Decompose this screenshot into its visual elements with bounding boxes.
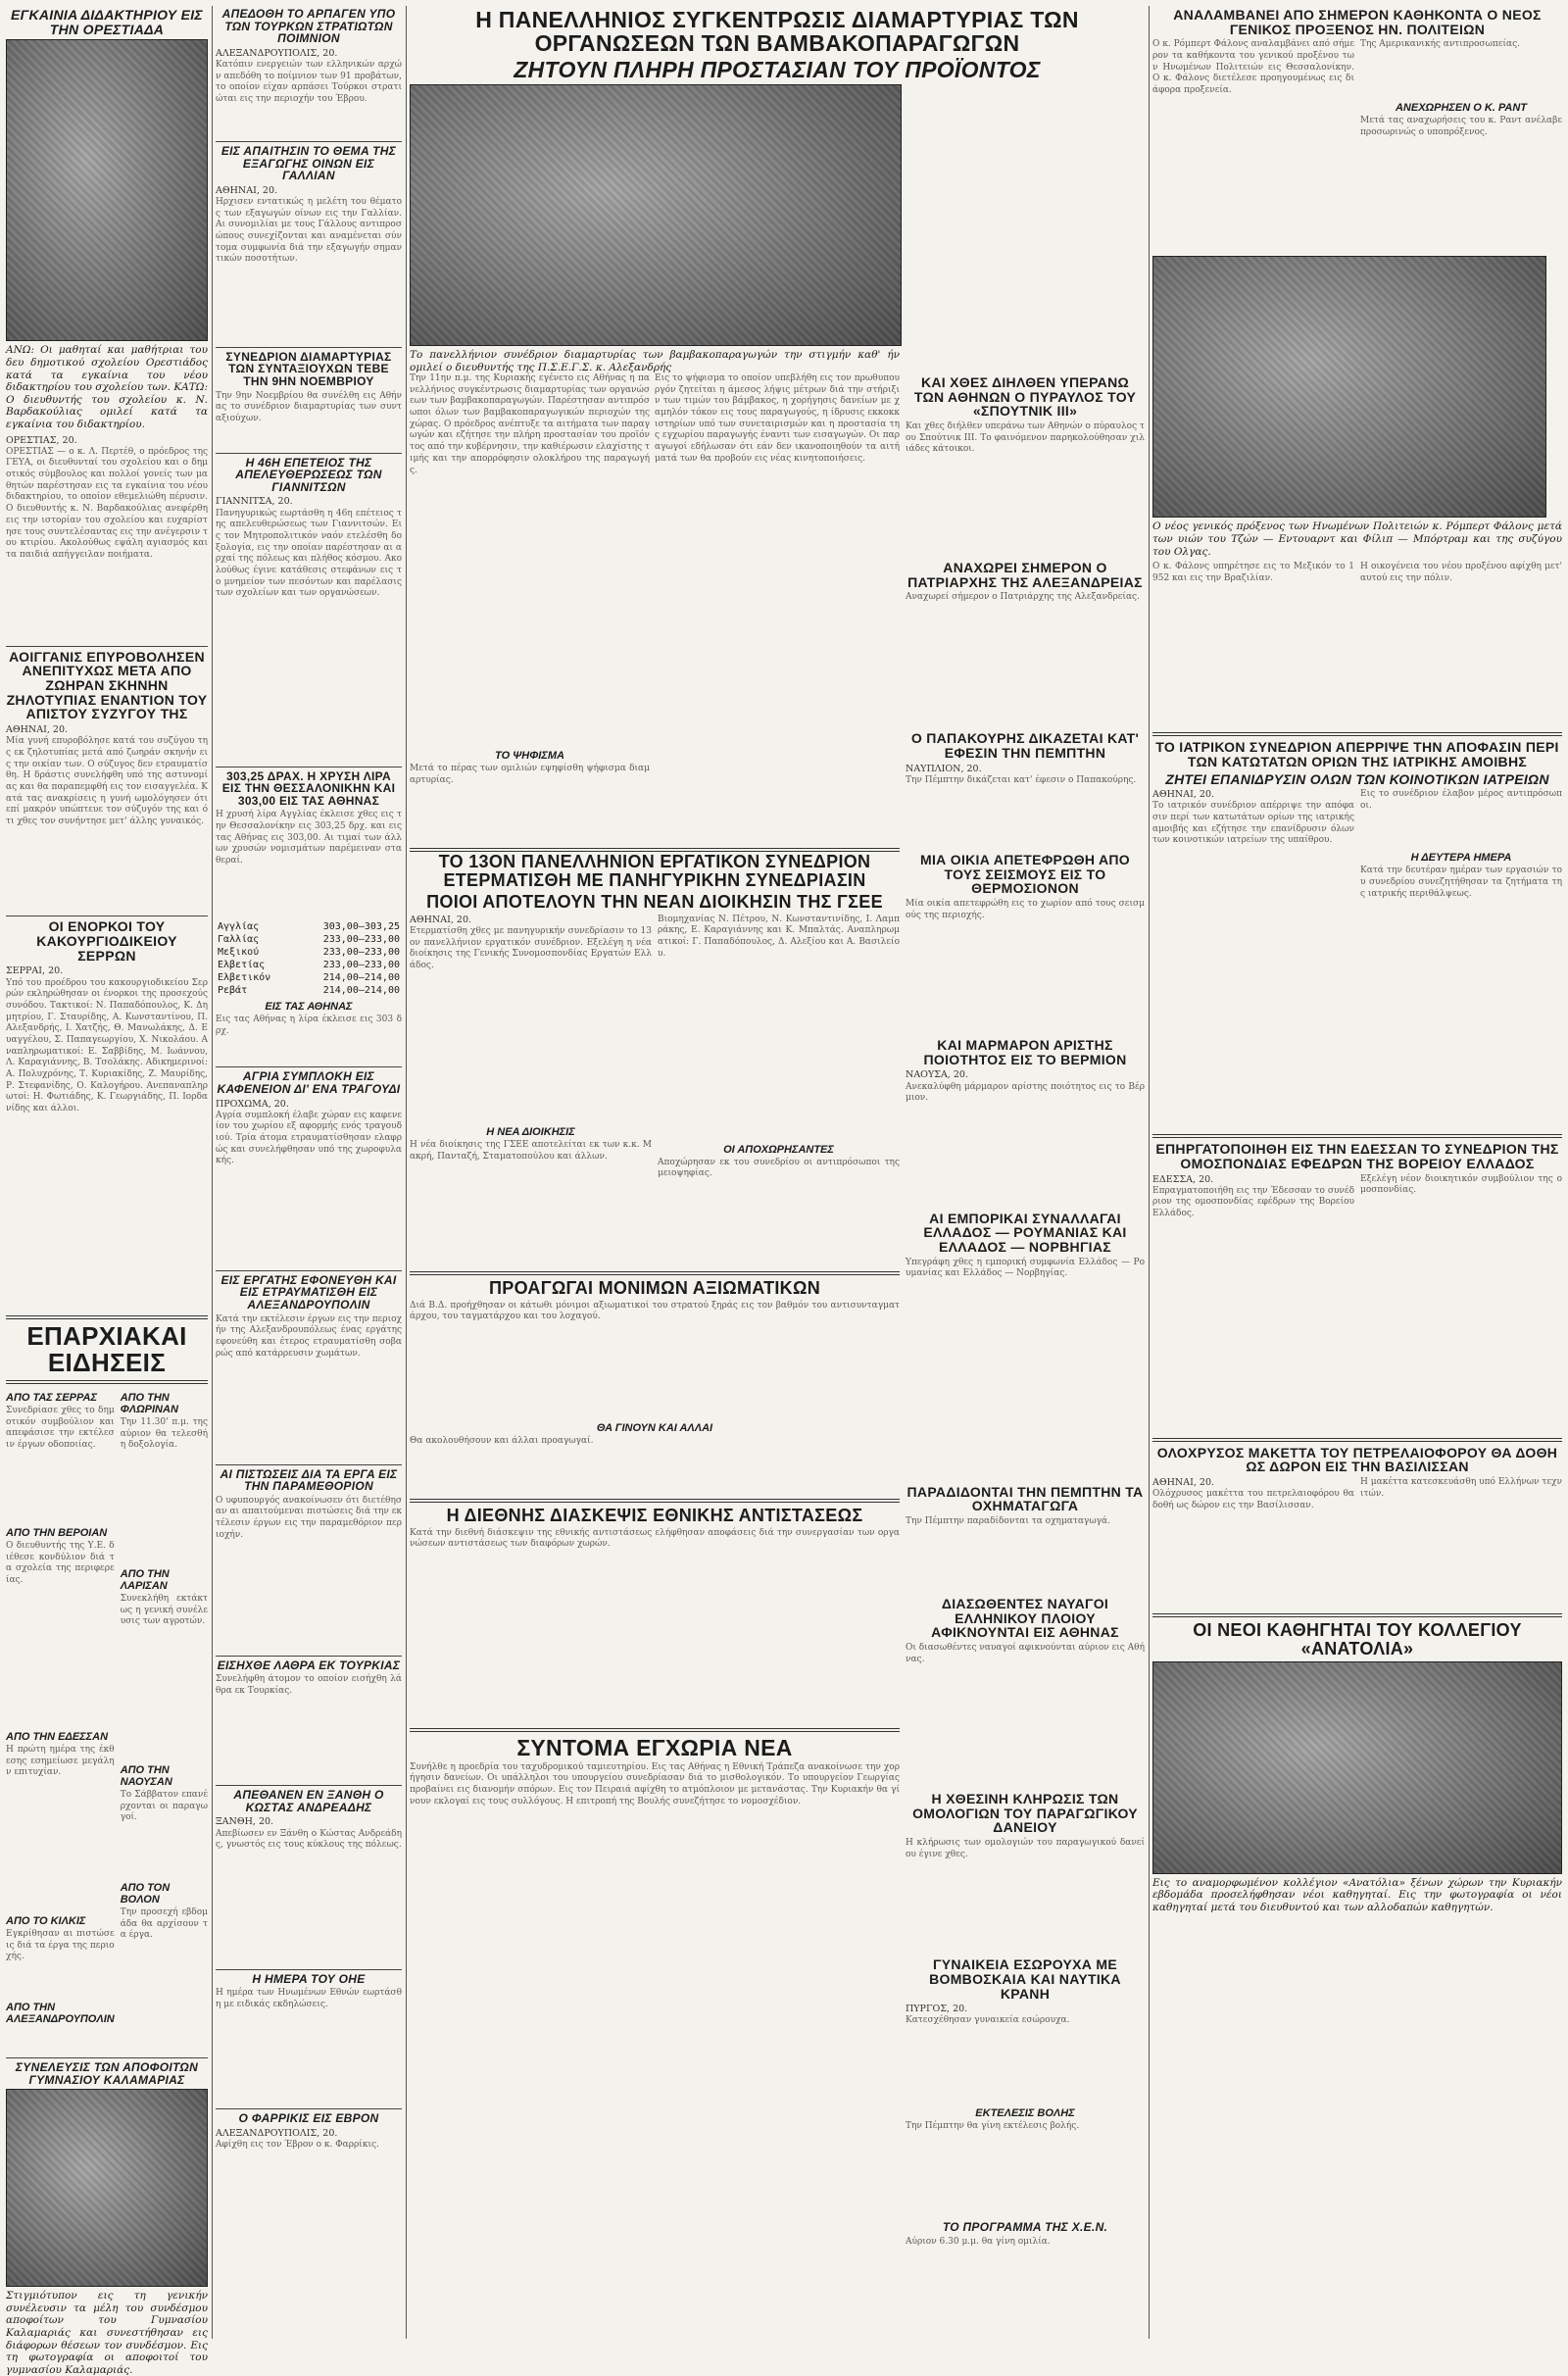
dateline-edessa: ΕΔΕΣΣΑ, 20. [1152, 1173, 1214, 1185]
article-body-text: Ετερματίσθη χθες με πανηγυρικήν συνεδρίασιν το 13ον πανελλήνιον εργατικόν συνέδριον. Εξελέγη η νέα διοίκησις της Γενικής Συνομοσπονδίας Εργατών Ελλάδος. [410, 925, 652, 970]
caption-cotton-congress: Το πανελλήνιον συνέδριον διαμαρτυρίας των βαμβακοπαραγωγών την στιγμήν καθ' ήν ομιλεί ο διευθυντής της Π.Σ.Ε.Γ.Σ. κ. Αλεξανδρής [410, 349, 900, 374]
headline-gold-sovereign: 303,25 ΔΡΑΧ. Η ΧΡΥΣΗ ΛΙΡΑ ΕΙΣ ΤΗΝ ΘΕΣΣΑΛΟΝΙΚΗΝ ΚΑΙ 303,00 ΕΙΣ ΤΑΣ ΑΘΗΝΑΣ [221, 768, 396, 808]
article-body-text: Και χθες διήλθεν υπεράνω των Αθηνών ο πύραυλος του Σπούτνικ ΙΙΙ. Το φαινόμενον παρηκολούθησαν χιλιάδες κάτοικοι. [906, 421, 1145, 455]
article-body-text: Διά Β.Δ. προήχθησαν οι κάτωθι μόνιμοι αξιωματικοί του στρατού ξηράς εις τον βαθμόν του αντισυνταγματάρχου, του ταγματάρχου και του λοχαγού. [410, 1300, 900, 1322]
article-body-text: Η οικογένεια του νέου προξένου αφίχθη μετ' αυτού εις την πόλιν. [1360, 562, 1562, 583]
headline-xen-program: ΤΟ ΠΡΟΓΡΑΜΜΑ ΤΗΣ Χ.Ε.Ν. [942, 2220, 1108, 2235]
headline-farrikis-evros: Ο ΦΑΡΡΙΚΙΣ ΕΙΣ ΕΒΡΟΝ [238, 2111, 379, 2126]
medical-article [1152, 789, 1562, 1130]
dateline-nafplio: ΝΑΥΠΛΙΟΝ, 20. [906, 763, 982, 774]
column-center [410, 6, 1145, 2339]
provincial-news-left [6, 1388, 115, 2054]
banner-officer-promotions: ΠΡΟΑΓΩΓΑΙ ΜΟΝΙΜΩΝ ΑΞΙΩΜΑΤΙΚΩΝ [488, 1277, 821, 1298]
article-body-text: Η μακέττα κατεσκευάσθη υπό Ελλήνων τεχνιτών. [1360, 1476, 1562, 1499]
price-name: Αγγλίας [218, 921, 260, 933]
section-alexandroupoli: ΑΠΟ ΤΗΝ ΑΛΕΞΑΝΔΡΟΥΠΟΛΙΝ [6, 2002, 115, 2026]
banner-gsee-admin: ΠΟΙΟΙ ΑΠΟΤΕΛΟΥΝ ΤΗΝ ΝΕΑΝ ΔΙΟΙΚΗΣΙΝ ΤΗΣ ΓΣΕΕ [426, 891, 883, 912]
subheading-withdrawn: ΟΙ ΑΠΟΧΩΡΗΣΑΝΤΕΣ [723, 1143, 834, 1156]
dateline-flock: ΑΛΕΞΑΝΔΡΟΥΠΟΛΙΣ, 20. [216, 47, 338, 59]
subheading-new-admin: Η ΝΕΑ ΔΙΟΙΚΗΣΙΣ [486, 1125, 575, 1138]
caption-kalamaria: Στιγμιότυπον εις τη γενικήν συνέλευσιν τα μέλη του συνδέσμου αποφοίτων του Γυμνασίου Καλαμαριάς και συνεστήθησαν εις διάφορων θέσεων τον συνδέσμον. Εις τη φωτογραφία οι αποφοιτοί του γυμνασίου Καλαμαριάς. [6, 2290, 208, 2376]
gold-model-col-left [1152, 1477, 1354, 1609]
section-title-provincial-news: ΕΠΑΡΧΙΑΚΑΙ ΕΙΔΗΣΕΙΣ [26, 1320, 187, 1377]
banner-cotton-protest: Η ΠΑΝΕΛΛΗΝΙΟΣ ΣΥΓΚΕΝΤΡΩΣΙΣ ΔΙΑΜΑΡΤΥΡΙΑΣ ΤΩΝ ΟΡΓΑΝΩΣΕΩΝ ΤΩΝ ΒΑΜΒΑΚΟΠΑΡΑΓΩΓΩΝ [475, 7, 1079, 57]
photo-kalamaria-alumni [6, 2089, 208, 2287]
price-name: Ελβετίας [218, 960, 266, 971]
article-body-text: Την Πέμπτην θα γίνη εκτέλεσις βολής. [906, 2121, 1080, 2132]
headline-orestiada: ΕΓΚΑΙΝΙΑ ΔΙΔΑΚΤΗΡΙΟΥ ΕΙΣ ΤΗΝ ΟΡΕΣΤΙΑΔΑ [11, 7, 203, 37]
cotton-article [410, 373, 650, 842]
headline-border-works: ΑΙ ΠΙΣΤΩΣΕΙΣ ΔΙΑ ΤΑ ΕΡΓΑ ΕΙΣ ΤΗΝ ΠΑΡΑΜΕΘΟΡΙΟΝ [220, 1466, 398, 1494]
article-body-text: Απεβίωσεν εν Ξάνθη ο Κώστας Ανδρεάδης, γνωστός εις τους κύκλους της πόλεως. [216, 1828, 402, 1851]
article-body-text: Την Πέμπτην δικάζεται κατ' έφεσιν ο Παπακούρης. [906, 774, 1137, 785]
article-body-text: Μετά το πέρας των ομιλιών εψηφίσθη ψήφισμα διαμαρτυρίας. [410, 764, 650, 785]
article-body-text: Κατόπιν ενεργειών των ελληνικών αρχών απεδόθη το ποίμνιον των 91 προβάτων, το οποίον είχαν αρπάσει Τούρκοι στρατιώται εις την περιοχήν του Έβρου. [216, 59, 402, 104]
article-body-text: Η χρυσή λίρα Αγγλίας έκλεισε χθες εις την Θεσσαλονίκην εις 303,25 δρχ. και εις τας Αθήνας εις 303,00. Αι τιμαί των άλλων χρυσών νομισμάτων παρέμειναν σταθεραί. [216, 810, 402, 866]
column-divider [212, 6, 213, 2339]
column-left [6, 6, 208, 2376]
column-right [1152, 6, 1562, 2339]
banner-short-local-news: ΣΥΝΤΟΜΑ ΕΓΧΩΡΙΑ ΝΕΑ [516, 1734, 793, 1760]
article-body-text: Μία γυνή επυροβόλησε κατά του συζύγου της εκ ζηλοτυπίας μετά από ζωηράν σκηνήν εις την οικίαν των. Ο σύζυγος δεν ετραυματίσθη. Η δράστις συνελήφθη υπό της αστυνομίας και θα παραπεμφθή εις τον εισαγγελέα. Κατά τας ανακρίσεις η γυνή ωμολόγησεν ότι επί μακρόν υπώπτευε τον σύζυγόν της και ότι χθες τον συνήντησε μετ' άλλης γυναικός. [6, 736, 208, 827]
article-body-text: Κατά την εκτέλεσιν έργων εις την περιοχήν της Αλεξανδρουπόλεως ένας εργάτης εφονεύθη και έτερος ετραυματίσθη σοβαρώς από κατάρρευσιν χωμάτων. [216, 1313, 402, 1359]
banner-product-protection: ΖΗΤΟΥΝ ΠΛΗΡΗ ΠΡΟΣΤΑΣΙΑΝ ΤΟΥ ΠΡΟΪΟΝΤΟΣ [514, 57, 1041, 83]
headline-tebe-pensioners: ΣΥΝΕΔΡΙΟΝ ΔΙΑΜΑΡΤΥΡΙΑΣ ΤΩΝ ΣΥΝΤΑΞΙΟΥΧΩΝ ΤΕΒΕ ΤΗΝ 9ΗΝ ΝΟΕΜΒΡΙΟΥ [225, 349, 392, 389]
table-row [216, 920, 402, 933]
article-body-text: Εγκρίθησαν αι πιστώσεις διά τα έργα της περιοχής. [6, 1929, 115, 1962]
subheading-more-promotions: ΘΑ ΓΙΝΟΥΝ ΚΑΙ ΑΛΛΑΙ [596, 1421, 713, 1434]
column-divider [406, 6, 407, 2339]
article-body-text: Συνελήφθη άτομον το οποίον εισήχθη λάθρα εκ Τουρκίας. [216, 1674, 402, 1696]
medical-col-right [1360, 789, 1562, 1130]
article-body-text: Επραγματοποιήθη εις την Έδεσσαν το συνέδριον της ομοσπονδίας εφέδρων της Βορείου Ελλάδος. [1152, 1185, 1354, 1219]
article-body-text: Την 9ην Νοεμβρίου θα συνέλθη εις Αθήνας το συνέδριον διαμαρτυρίας των συνταξιούχων. [216, 390, 402, 424]
medical-col-left [1152, 789, 1354, 1130]
price-name: Γαλλίας [218, 934, 260, 946]
headline-ferries: ΠΑΡΑΔΙΔΟΝΤΑΙ ΤΗΝ ΠΕΜΠΤΗΝ ΤΑ ΟΧΗΜΑΤΑΓΩΓΑ [906, 1483, 1144, 1514]
banner-labour-congress: ΤΟ 13ΟΝ ΠΑΝΕΛΛΗΝΙΟΝ ΕΡΓΑΤΙΚΟΝ ΣΥΝΕΔΡΙΟΝ ΕΤΕΡΜΑΤΙΣΘΗ ΜΕ ΠΑΝΗΓΥΡΙΚΗΝ ΣΥΝΕΔΡΙΑΣΙΝ [438, 852, 871, 890]
article-body-text: Πανηγυρικώς εωρτάσθη η 46η επέτειος της απελευθερώσεως των Γιαννιτσών. Εις τον Μητροπολιτικόν ναόν ετελέσθη δοξολογία, εις την οποίαν παρέστησαν αι αρχαί της πόλεως και πλήθος κόσμου. Ακολούθως έγινε κατάθεσις στεφάνων εις το μνημείον των πεσόντων και παρέλασις των σχολείων και των οργανώσεων. [216, 508, 402, 599]
inner-news-column-lower [906, 851, 1145, 2305]
subheading-shooting-exercise: ΕΚΤΕΛΕΣΙΣ ΒΟΛΗΣ [975, 2107, 1075, 2120]
headline-anatolia-teachers: ΟΙ ΝΕΟΙ ΚΑΘΗΓΗΤΑΙ ΤΟΥ ΚΟΛΛΕΓΙΟΥ «ΑΝΑΤΟΛΙΑ» [1193, 1619, 1522, 1658]
headline-serres-jurors: ΟΙ ΕΝΟΡΚΟΙ ΤΟΥ ΚΑΚΟΥΡΓΙΟΔΙΚΕΙΟΥ ΣΕΡΡΩΝ [36, 918, 177, 964]
article-body-text: Υπεγράφη χθες η εμπορική συμφωνία Ελλάδος — Ρουμανίας και Ελλάδος — Νορβηγίας. [906, 1257, 1145, 1279]
consul-col-right [1360, 39, 1562, 253]
dateline-giannitsa: ΓΙΑΝΝΙΤΣΑ, 20. [216, 496, 293, 508]
labour-col-left [410, 915, 652, 1267]
article-body-text: Αναχωρεί σήμερον ο Πατριάρχης της Αλεξανδρείας. [906, 592, 1140, 603]
dateline-wine: ΑΘΗΝΑΙ, 20. [216, 184, 278, 196]
article-body-text: Το Σάββατον επανέρχονται οι παραγωγοί. [120, 1790, 208, 1823]
banner-resistance-conference: Η ΔΙΕΘΝΗΣ ΔΙΑΣΚΕΨΙΣ ΕΘΝΙΚΗΣ ΑΝΤΙΣΤΑΣΕΩΣ [446, 1505, 863, 1525]
headline-jealousy-shooting: ΑΟΙΓΓΑΝΙΣ ΕΠΥΡΟΒΟΛΗΣΕΝ ΑΝΕΠΙΤΥΧΩΣ ΜΕΤΑ ΑΠΟ ΖΩΗΡΑΝ ΣΚΗΝΗΝ ΖΗΛΟΤΥΠΙΑΣ ΕΝΑΝΤΙΟΝ ΤΟΥ ΑΠΙΣΤΟΥ ΣΥΖΥΓΟΥ ΤΗΣ [6, 648, 208, 722]
table-row [216, 971, 402, 984]
subheading-second-day: Η ΔΕΥΤΕΡΑ ΗΜΕΡΑ [1410, 852, 1512, 865]
headline-wine-exports: ΕΙΣ ΑΠΑΙΤΗΣΙΝ ΤΟ ΘΕΜΑ ΤΗΣ ΕΞΑΓΩΓΗΣ ΟΙΝΩΝ ΕΙΣ ΓΑΛΛΙΑΝ [220, 143, 397, 183]
subheading-athens-prices: ΕΙΣ ΤΑΣ ΑΘΗΝΑΣ [265, 1001, 353, 1014]
gold-prices-table [216, 920, 402, 997]
section-naousa: ΑΠΟ ΤΗΝ ΝΑΟΥΣΑΝ [120, 1764, 172, 1789]
dateline-jealousy: ΑΘΗΝΑΙ, 20. [6, 724, 69, 736]
table-row [216, 959, 402, 971]
article-body-text: Ο υφυπουργός ανακοίνωσεν ότι διετέθησαν αι απαιτούμεναι πιστώσεις διά την εκτέλεσιν έργων εις την παραμεθόριον περιοχήν. [216, 1495, 402, 1540]
subheading-rant-departed: ΑΝΕΧΩΡΗΣΕΝ Ο Κ. ΡΑΝΤ [1395, 102, 1528, 115]
consul-cont-left [1152, 562, 1354, 728]
photo-consul-family [1152, 256, 1546, 518]
section-florina: ΑΠΟ ΤΗΝ ΦΛΩΡΙΝΑΝ [120, 1392, 178, 1416]
headline-lingerie: ΓΥΝΑΙΚΕΙΑ ΕΣΩΡΟΥΧΑ ΜΕ ΒΟΜΒΟΣΚΑΙΑ ΚΑΙ ΝΑΥΤΙΚΑ ΚΡΑΝΗ [929, 1956, 1121, 2002]
table-row [216, 946, 402, 959]
photo-orestiada-students [6, 39, 208, 341]
article-body-text: Την 11.30' π.μ. της αύριον θα τελεσθή η δοξολογία. [120, 1417, 208, 1451]
article-body-text: Την 11ην π.μ. της Κυριακής εγένετο εις Αθήνας η πανελλήνιος συγκέντρωσις διαμαρτυρίας των οργανώσεων των βαμβακοπαραγωγών. Παρέστησαν αντιπρόσωποι όλων των βαμβακοπαραγωγικών περιοχών της χώρας. Ο πρόεδρος ανέπτυξε τα αιτήματα των παραγωγών και εζήτησε την πλήρη προστασίαν του προϊόντος από την κυβέρνησιν, την καθιέρωσιν ελαχίστης τιμής και την απορρόφησιν ολοκλήρου της παραγωγής. [410, 373, 650, 475]
headline-medical-congress: ΤΟ ΙΑΤΡΙΚΟΝ ΣΥΝΕΔΡΙΟΝ ΑΠΕΡΡΙΨΕ ΤΗΝ ΑΠΟΦΑΣΙΝ ΠΕΡΙ ΤΩΝ ΚΑΤΩΤΑΤΩΝ ΟΡΙΩΝ ΤΗΣ ΙΑΤΡΙΚΗΣ ΑΜΟΙΒΗΣ [1155, 739, 1559, 769]
article-body-text: Η κλήρωσις των ομολογιών του παραγωγικού δανείου έγινε χθες. [906, 1838, 1145, 1859]
article-body-text: Την Πέμπτην παραδίδονται τα οχηματαγωγά. [906, 1516, 1110, 1527]
article-body-text: Αγρία συμπλοκή έλαβε χώραν εις καφενείον του χωρίου εξ αφορμής ενός τραγουδιού. Τρία άτομα ετραυματίσθησαν ελαφρώς και συνελήφθησαν υπό της χωροφυλακής. [216, 1110, 402, 1166]
article-body-text: Ο κ. Ρόμπερτ Φάλονς αναλαμβάνει από σήμερον τα καθήκοντα του γενικού προξένου των Ηνωμένων Πολιτειών εις Θεσσαλονίκην. Ο κ. Φάλονς διετέλεσε προηγουμένως εις διάφορα προξενεία. [1152, 39, 1354, 96]
article-body-text: Κατά την δευτέραν ημέραν των εργασιών του συνεδρίου συνεζητήθησαν τα ζητήματα της ιατρικής περιθάλψεως. [1360, 866, 1562, 899]
gold-model-article [1152, 1477, 1562, 1609]
headline-us-consul: ΑΝΑΛΑΜΒΑΝΕΙ ΑΠΟ ΣΗΜΕΡΟΝ ΚΑΘΗΚΟΝΤΑ Ο ΝΕΟΣ ΓΕΝΙΚΟΣ ΠΡΟΞΕΝΟΣ ΗΝ. ΠΟΛΙΤΕΙΩΝ [1173, 7, 1542, 37]
article-body-text: Μετά τας αναχωρήσεις του κ. Ραντ ανέλαβε προσωρινώς ο υποπρόξενος. [1360, 116, 1562, 138]
price-value: 233,00—233,00 [322, 947, 400, 959]
provincial-news-right [121, 1388, 208, 2054]
article-body-text: Η νέα διοίκησις της ΓΣΕΕ αποτελείται εκ των κ.κ. Μακρή, Πανταζή, Σταματοπούλου και άλλων. [410, 1139, 652, 1162]
reservists-article [1152, 1174, 1562, 1434]
photo-anatolia-teachers [1152, 1661, 1562, 1874]
price-value: 303,00—303,25 [322, 921, 400, 933]
headline-bond-draw: Η ΧΘΕΣΙΝΗ ΚΛΗΡΩΣΙΣ ΤΩΝ ΟΜΟΛΟΓΙΩΝ ΤΟΥ ΠΑΡΑΓΩΓΙΚΟΥ ΔΑΝΕΙΟΥ [912, 1791, 1138, 1836]
dateline-cafe: ΠΡΟΧΩΜΑ, 20. [216, 1098, 289, 1110]
article-body-text: Την προσεχή εβδομάδα θα αρχίσουν τα έργα. [120, 1907, 208, 1941]
labour-congress-section [410, 851, 900, 2194]
headline-shipwreck: ΔΙΑΣΩΘΕΝΤΕΣ ΝΑΥΑΓΟΙ ΕΛΛΗΝΙΚΟΥ ΠΛΟΙΟΥ ΑΦΙΚΝΟΥΝΤΑΙ ΕΙΣ ΑΘΗΝΑΣ [931, 1596, 1119, 1641]
section-edessa: ΑΠΟ ΤΗΝ ΕΔΕΣΣΑΝ [6, 1731, 109, 1744]
headline-patriarch: ΑΝΑΧΩΡΕΙ ΣΗΜΕΡΟΝ Ο ΠΑΤΡΙΑΡΧΗΣ ΤΗΣ ΑΛΕΞΑΝΔΡΕΙΑΣ [907, 560, 1143, 590]
article-body-text: Ο διευθυντής της Υ.Ε. διέθεσε κονδύλιον διά τα σχολεία της περιφερείας. [6, 1541, 115, 1586]
column-divider [1149, 6, 1150, 2339]
gold-model-col-right [1360, 1477, 1562, 1609]
headline-giannitsa-anniversary: Η 46Η ΕΠΕΤΕΙΟΣ ΤΗΣ ΑΠΕΛΕΥΘΕΡΩΣΕΩΣ ΤΩΝ ΓΙΑΝΝΙΤΣΩΝ [235, 455, 382, 494]
article-body-text: Ολόχρυσος μακέττα του πετρελαιοφόρου θα δοθή ως δώρον εις την Βασίλισσαν. [1152, 1489, 1354, 1510]
photo-cotton-congress [410, 84, 902, 346]
headline-gold-model: ΟΛΟΧΡΥΣΟΣ ΜΑΚΕΤΤΑ ΤΟΥ ΠΕΤΡΕΛΑΙΟΦΟΡΟΥ ΘΑ ΔΟΘΗ ΩΣ ΔΩΡΟΝ ΕΙΣ ΤΗΝ ΒΑΣΙΛΙΣΣΑΝ [1156, 1444, 1558, 1475]
labour-col-right [658, 915, 900, 1267]
dateline-medical: ΑΘΗΝΑΙ, 20. [1152, 789, 1215, 801]
headline-sputnik: ΚΑΙ ΧΘΕΣ ΔΙΗΛΘΕΝ ΥΠΕΡΑΝΩ ΤΩΝ ΑΘΗΝΩΝ Ο ΠΥΡΑΥΛΟΣ ΤΟΥ «ΣΠΟΥΤΝΙΚ ΙΙΙ» [913, 374, 1137, 420]
headline-house-fire: ΜΙΑ ΟΙΚΙΑ ΑΠΕΤΕΦΡΩΘΗ ΑΠΟ ΤΟΥΣ ΣΕΙΣΜΟΥΣ ΕΙΣ ΤΟ ΘΕΡΜΟΣΙΟΝΟΝ [920, 852, 1130, 897]
article-body-text: Συνήλθε η προεδρία του ταχυδρομικού ταμιευτηρίου. Εις τας Αθήνας η Εθνική Τράπεζα ανακοίνωσε την χορήγησιν δανείων. Οι υπάλληλοι του υπουργείου συνεδρίασαν διά το μισθολογικόν. Το υπουργείον Γεωργίας προβαίνει εις διανομήν σπόρων. Εις τον Πειραιά αφίχθη το ατμόπλοιον με μετανάστας. Την Κυριακήν θα γίνουν εκλογαί εις τους συλλόγους. Η επιτροπή της Βουλής συνεζήτησε το νομοσχέδιον. [410, 1761, 900, 1807]
article-body-text: Εις το συνέδριον έλαβον μέρος αντιπρόσωποι. [1360, 789, 1562, 811]
price-name: Μεξικού [218, 947, 260, 959]
article-body-text: Υπό του προέδρου του κακουργιοδικείου Σερρών εκληρώθησαν οι ένορκοι της προσεχούς συνόδου. Τακτικοί: Ν. Παπαδόπουλος, Κ. Δημητρίου, Γ. Σταυρίδης, Α. Κωνσταντίνου, Π. Αλεξανδρής, Ι. Χατζής, Θ. Μανωλάκης, Δ. Ευαγγέλου, Σ. Παπαγεωργίου, Χ. Νικολάου. Αναπληρωματικοί: Ε. Σαββίδης, Μ. Ιωάννου, Λ. Καραγιάννης, Β. Τσολάκης. Αδικημερινοί: Α. Πολυχρόνης, Τ. Κυριακίδης, Ζ. Μαυρίδης, Ρ. Στεφανίδης, Ο. Καλογήρου. Ανεπαναπληρωτοί: Η. Φωτιάδης, Κ. Γεωργιάδης, Π. Ιορδανίδης και άλλοι. [6, 977, 208, 1114]
article-body-text: Θα ακολουθήσουν και άλλαι προαγωγαί. [410, 1435, 594, 1446]
headline-reservists-congress: ΕΠΗΡΓΑΤΟΠΟΙΗΘΗ ΕΙΣ ΤΗΝ ΕΔΕΣΣΑΝ ΤΟ ΣΥΝΕΔΡΙΟΝ ΤΗΣ ΟΜΟΣΠΟΝΔΙΑΣ ΕΦΕΔΡΩΝ ΤΗΣ ΒΟΡΕΙΟΥ ΕΛΛΑΔΟΣ [1155, 1141, 1559, 1171]
headline-entered-turkey: ΕΙΣΗΧΘΕ ΛΑΘΡΑ ΕΚ ΤΟΥΡΚΙΑΣ [217, 1658, 401, 1672]
section-kilkis: ΑΠΟ ΤΟ ΚΙΛΚΙΣ [6, 1915, 86, 1928]
caption-consul: Ο νέος γενικός πρόξενος των Ηνωμένων Πολιτειών κ. Ρόμπερτ Φάλονς μετά των υιών του Τζών — Εντουαρντ και Φίλιπ — Μπόρτραμ και της συζύγου του Ολγας. [1152, 520, 1562, 558]
article-body-text: Κατεσχέθησαν γυναικεία εσώρουχα. [906, 2015, 1070, 2026]
consul-article [1152, 39, 1562, 253]
article-body-text: ΟΡΕΣΤΙΑΣ — ο κ. Λ. Περτέθ, ο πρόεδρος της ΓΕΥΑ, οι διευθυνταί του σχολείου και ο δημοτικός σύμβουλος και πολλοί γονείς των μαθητών παρέστησαν εις τα εγκαίνια του νέου διδακτηρίου, το οποίον εθεμελιώθη πέρυσιν. Ο διευθυντής κ. Ν. Βαρδακούλιας ανεφέρθη εις την ιστορίαν του σχολείου και ευχαρίστησε τους συντελέσαντας εις την ανέγερσιν του κτιρίου. Ακολούθως εψάλη αγιασμός και τα παιδιά απήγγειλαν ποιήματα. [6, 446, 208, 560]
section-veroia: ΑΠΟ ΤΗΝ ΒΕΡΟΙΑΝ [6, 1527, 108, 1540]
article-body-text: Ηρχισεν εντατικώς η μελέτη του θέματος των εξαγωγών οίνων εις την Γαλλίαν. Αι συνομιλίαι με τους Γάλλους αντιπροσώπους συνεχίζονται και αναμένεται σύντομα συμφωνία διά την εξαγωγήν σημαντικών ποσοτήτων. [216, 196, 402, 265]
headline-flock-returned: ΑΠΕΔΟΘΗ ΤΟ ΑΡΠΑΓΕΝ ΥΠΟ ΤΩΝ ΤΟΥΡΚΩΝ ΣΤΡΑΤΙΩΤΩΝ ΠΟΙΜΝΙΟΝ [221, 7, 396, 46]
inner-news-column [906, 373, 1145, 883]
dateline-farrikis: ΑΛΕΞΑΝΔΡΟΥΠΟΛΙΣ, 20. [216, 2127, 338, 2139]
caption-anatolia: Εις το αναμορφωμένον κολλέγιον «Ανατόλια» ξένων χώρων την Κυριακήν εβδομάδα προσελήφθησαν νέοι καθηγηταί. Εις την φωτογραφία οι νέοι καθηγηταί μετά του διευθυντού και των αλλοδαπών καθηγητών. [1152, 1876, 1562, 1913]
headline-un-day: Η ΗΜΕΡΑ ΤΟΥ ΟΗΕ [252, 1971, 366, 1986]
dateline-labour: ΑΘΗΝΑΙ, 20. [410, 914, 472, 925]
article-body-text: Το ιατρικόν συνέδριον απέρριψε την απόφασιν περί των κατωτάτων ορίων της ιατρικής αμοιβής και εζήτησε την επανίδρυσιν όλων των κοινοτικών ιατρείων της υπαίθρου. [1152, 801, 1354, 846]
dateline-gold-model: ΑΘΗΝΑΙ, 20. [1152, 1476, 1215, 1488]
newspaper-page [6, 6, 1562, 2376]
labour-congress-columns [410, 915, 900, 1267]
cotton-article-continued [655, 373, 900, 834]
column-second [216, 6, 402, 2339]
article-body-text: Η ημέρα των Ηνωμένων Εθνών εωρτάσθη με ειδικάς εκδηλώσεις. [216, 1988, 402, 2009]
price-name: Ελβετικόν [218, 972, 271, 984]
dateline-serres: ΣΕΡΡΑΙ, 20. [6, 965, 64, 977]
article-body-text: Ανεκαλύφθη μάρμαρον αρίστης ποιότητος εις το Βέρμιον. [906, 1081, 1145, 1104]
price-value: 214,00—214,00 [322, 972, 400, 984]
article-body-text: Μία οικία απετεφρώθη εις το χωρίον από τους σεισμούς της περιοχής. [906, 899, 1145, 920]
price-value: 214,00—214,00 [322, 985, 400, 997]
article-body-text: Κατά την διεθνή διάσκεψιν της εθνικής αντιστάσεως ελήφθησαν αποφάσεις διά την συνεργασίαν των οργανώσεων αντιστάσεως των διαφόρων χωρών. [410, 1527, 900, 1550]
consul-article-continued [1152, 562, 1562, 728]
price-name: Ρεβάτ [218, 985, 248, 997]
article-body-text: Οι διασωθέντες ναυαγοί αφικνούνται αύριον εις Αθήνας. [906, 1643, 1145, 1664]
dateline-xanthi: ΞΑΝΘΗ, 20. [216, 1816, 274, 1828]
headline-papakouris: Ο ΠΑΠΑΚΟΥΡΗΣ ΔΙΚΑΖΕΤΑΙ ΚΑΤ' ΕΦΕΣΙΝ ΤΗΝ ΠΕΜΠΤΗΝ [910, 730, 1140, 762]
section-serres: ΑΠΟ ΤΑΣ ΣΕΡΡΑΣ [6, 1392, 97, 1405]
table-row [216, 984, 402, 997]
reservists-col-left [1152, 1174, 1354, 1434]
dateline-orestiada: ΟΡΕΣΤΙΑΣ, 20. [6, 434, 77, 446]
article-body-text: Αφίχθη εις τον Έβρον ο κ. Φαρρίκις. [216, 2139, 379, 2150]
headline-kalamaria-alumni: ΣΥΝΕΛΕΥΣΙΣ ΤΩΝ ΑΠΟΦΟΙΤΩΝ ΓΥΜΝΑΣΙΟΥ ΚΑΛΑΜΑΡΙΑΣ [15, 2060, 199, 2087]
consul-col-left [1152, 39, 1354, 253]
article-body-text: Συνεκλήθη εκτάκτως η γενική συνέλευσις των αγροτών. [120, 1594, 208, 1627]
article-body-text: Αύριον 6.30 μ.μ. θα γίνη ομιλία. [906, 2236, 1051, 2247]
provincial-news-grid [6, 1388, 208, 2054]
subheading-resolution: ΤΟ ΨΗΦΙΣΜΑ [495, 750, 564, 762]
dateline-pyrgos: ΠΥΡΓΟΣ, 20. [906, 2004, 968, 2015]
article-body-text: Εις το ψήφισμα το οποίον υπεβλήθη εις τον πρωθυπουργόν ζητείται η άμεσος λήψις μέτρων διά την στήριξιν των τιμών του βάμβακος, η χορήγησις δανείων με χαμηλόν τόκον εις τους παραγωγούς, η ίδρυσις εκκοκκιστηρίων υπό των συνεταιρισμών και η προστασία της εγχωρίου παραγωγής έναντι των εισαγωγών. Οι παραγωγοί εδήλωσαν ότι εάν δεν ικανοποιηθούν τα αιτήματά των θα προβούν εις νέας κινητοποιήσεις. [655, 373, 900, 464]
reservists-col-right [1360, 1174, 1562, 1434]
headline-marble: ΚΑΙ ΜΑΡΜΑΡΟΝ ΑΡΙΣΤΗΣ ΠΟΙΟΤΗΤΟΣ ΕΙΣ ΤΟ ΒΕΡΜΙΟΝ [923, 1037, 1127, 1067]
section-larisa: ΑΠΟ ΤΗΝ ΛΑΡΙΣΑΝ [120, 1568, 170, 1593]
article-body-text: Αποχώρησαν εκ του συνεδρίου οι αντιπρόσωποι της μειοψηφίας. [658, 1157, 900, 1179]
article-body-text: Συνεδρίασε χθες το δημοτικόν συμβούλιον και απεφάσισε την εκτέλεσιν έργων οδοποιίας. [6, 1406, 115, 1451]
headline-community-clinics: ΖΗΤΕΙ ΕΠΑΝΙΔΡΥΣΙΝ ΟΛΩΝ ΤΩΝ ΚΟΙΝΟΤΙΚΩΝ ΙΑΤΡΕΙΩΝ [1165, 770, 1549, 787]
article-body-text: Ο κ. Φάλονς υπηρέτησε εις το Μεξικόν το 1952 και εις την Βραζιλίαν. [1152, 562, 1354, 583]
consul-cont-right [1360, 562, 1562, 728]
dateline-naousa: ΝΑΟΥΣΑ, 20. [906, 1069, 968, 1081]
headline-trade-relations: ΑΙ ΕΜΠΟΡΙΚΑΙ ΣΥΝΑΛΛΑΓΑΙ ΕΛΛΑΔΟΣ — ΡΟΥΜΑΝΙΑΣ ΚΑΙ ΕΛΛΑΔΟΣ — ΝΟΡΒΗΓΙΑΣ [923, 1210, 1127, 1255]
price-value: 233,00—233,00 [322, 960, 400, 971]
headline-worker-killed: ΕΙΣ ΕΡΓΑΤΗΣ ΕΦΟΝΕΥΘΗ ΚΑΙ ΕΙΣ ΕΤΡΑΥΜΑΤΙΣΘΗ ΕΙΣ ΑΛΕΞΑΝΔΡΟΥΠΟΛΙΝ [220, 1272, 397, 1312]
article-body-text: Της Αμερικανικής αντιπροσωπείας. [1360, 39, 1520, 50]
headline-andreadis-death: ΑΠΕΘΑΝΕΝ ΕΝ ΞΑΝΘΗ Ο ΚΩΣΤΑΣ ΑΝΔΡΕΑΔΗΣ [233, 1788, 384, 1814]
article-body-text: Βιομηχανίας Ν. Πέτρου, Ν. Κωνσταντινίδης, Ι. Λαμπράκης, Ε. Καραγιάννης και Κ. Μπαλτάς. Αναπληρωματικοί: Γ. Παπαδόπουλος, Δ. Αλεξίου και Α. Βασιλείου. [658, 914, 900, 959]
headline-cafe-brawl: ΑΓΡΙΑ ΣΥΜΠΛΟΚΗ ΕΙΣ ΚΑΦΕΝΕΙΟΝ ΔΙ' ΕΝΑ ΤΡΑΓΟΥΔΙ [217, 1069, 401, 1096]
article-body-text: Εξελέγη νέον διοικητικόν συμβούλιον της ομοσπονδίας. [1360, 1173, 1562, 1196]
article-body-text: Εις τας Αθήνας η λίρα έκλεισε εις 303 δρχ. [216, 1015, 402, 1037]
price-value: 233,00—233,00 [322, 934, 400, 946]
article-body-text: Η πρώτη ημέρα της έκθεσης εσημείωσε μεγάλην επιτυχίαν. [6, 1745, 115, 1778]
section-volos: ΑΠΟ ΤΟΝ ΒΟΛΟΝ [120, 1882, 171, 1906]
table-row [216, 933, 402, 946]
caption-orestiada: ΑΝΩ: Οι μαθηταί και μαθήτριαι του δευ δημοτικού σχολείου Ορεστιάδος κατά τα εγκαίνια του νέου διδακτηρίου του σχολείου των. ΚΑΤΩ: Ο διευθυντής του σχολείου κ. Ν. Βαρδακούλιας ομιλεί κατά τα εγκαίνια του διδακτηρίου. [6, 344, 208, 430]
